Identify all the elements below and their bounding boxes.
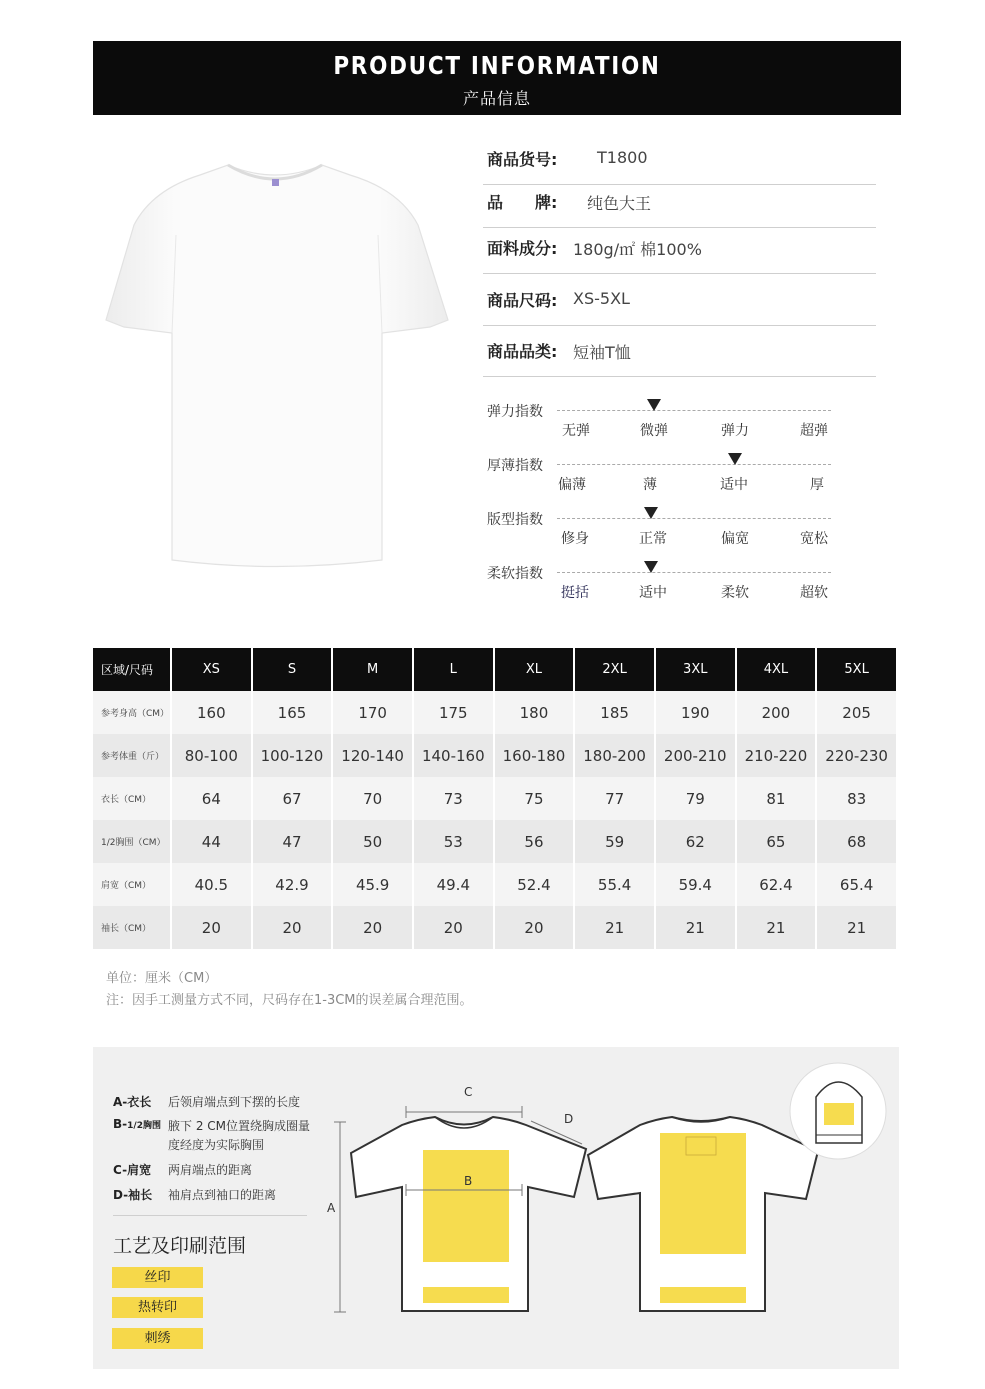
tolerance-note: 注：因手工测量方式不同，尺码存在1-3CM的误差属合理范围。 [106, 993, 473, 1008]
table-header-row [93, 648, 897, 691]
table-header-cell: 区域/尺码 [93, 648, 171, 691]
row-label: 1/2胸围（CM） [93, 820, 171, 863]
table-cell: 64 [171, 777, 252, 820]
neck-print-area [824, 1103, 854, 1125]
table-header-cell: 4XL [736, 648, 817, 691]
info-value: XS-5XL [573, 289, 630, 308]
craft-tag-heat-transfer: 热转印 [112, 1297, 203, 1318]
measure-key-small: 1/2胸围 [127, 1121, 161, 1131]
elasticity-index [483, 401, 863, 451]
front-print-area [423, 1150, 509, 1262]
info-row-fabric [483, 222, 876, 274]
table-row [93, 734, 897, 777]
label-a: A [327, 1201, 336, 1215]
index-label: 版型指数 [487, 512, 543, 528]
table-cell: 59 [574, 820, 655, 863]
table-cell: 190 [655, 691, 736, 734]
index-track [557, 410, 831, 411]
unit-note: 单位：厘米（CM） [106, 971, 218, 986]
thickness-index [483, 455, 863, 505]
table-header-cell: S [252, 648, 333, 691]
info-label: 品 牌: [487, 193, 558, 212]
fit-index [483, 509, 863, 559]
measure-desc: 后领肩端点到下摆的长度 [168, 1095, 301, 1109]
table-cell: 100-120 [252, 734, 333, 777]
table-cell: 56 [494, 820, 575, 863]
header-title: PRODUCT INFORMATION [333, 51, 661, 80]
table-cell: 80-100 [171, 734, 252, 777]
table-cell: 75 [494, 777, 575, 820]
table-cell: 120-140 [332, 734, 413, 777]
index-option: 偏薄 [558, 477, 586, 493]
table-cell: 67 [252, 777, 333, 820]
index-track [557, 464, 831, 465]
back-print-area [660, 1133, 746, 1254]
index-marker-icon [644, 507, 658, 519]
table-cell: 59.4 [655, 863, 736, 906]
row-label: 参考身高（CM） [93, 691, 171, 734]
craft-tag-silkscreen: 丝印 [112, 1267, 203, 1288]
table-header-cell: L [413, 648, 494, 691]
dimension-a [334, 1122, 346, 1312]
label-b: B [464, 1174, 473, 1188]
row-label: 肩宽（CM） [93, 863, 171, 906]
index-option: 修身 [561, 531, 589, 547]
table-row [93, 820, 897, 863]
table-cell: 42.9 [252, 863, 333, 906]
index-option: 超弹 [800, 423, 828, 439]
index-label: 柔软指数 [487, 566, 543, 582]
measure-key: C-肩宽 [113, 1163, 152, 1177]
back-shirt-outline [588, 1117, 818, 1311]
label-c: C [464, 1085, 473, 1099]
craft-tag-embroidery: 刺绣 [112, 1328, 203, 1349]
index-option: 无弹 [562, 423, 590, 439]
table-cell: 55.4 [574, 863, 655, 906]
table-cell: 160-180 [494, 734, 575, 777]
table-cell: 83 [816, 777, 897, 820]
table-cell: 79 [655, 777, 736, 820]
table-header-cell: M [332, 648, 413, 691]
panel-divider [113, 1215, 307, 1216]
table-cell: 62.4 [736, 863, 817, 906]
info-label: 商品尺码: [487, 291, 558, 310]
info-value: 纯色大王 [587, 194, 652, 213]
table-cell: 20 [171, 906, 252, 949]
table-row [93, 863, 897, 906]
table-cell: 65 [736, 820, 817, 863]
table-cell: 44 [171, 820, 252, 863]
measure-key [113, 1117, 161, 1131]
table-header-cell: 5XL [816, 648, 897, 691]
table-cell: 50 [332, 820, 413, 863]
table-cell: 185 [574, 691, 655, 734]
measure-key: D-袖长 [113, 1188, 153, 1202]
label-d: D [564, 1112, 574, 1126]
row-label: 参考体重（斤） [93, 734, 171, 777]
info-label: 商品货号: [487, 150, 558, 169]
index-option: 薄 [643, 477, 657, 493]
index-option: 偏宽 [721, 531, 749, 547]
table-cell: 160 [171, 691, 252, 734]
table-cell: 20 [494, 906, 575, 949]
info-row-category [483, 325, 876, 377]
front-shirt-outline [351, 1117, 586, 1311]
index-option: 超软 [800, 585, 828, 601]
index-marker-icon [728, 453, 742, 465]
measure-desc: 腋下 2 CM位置绕胸成圈量度经度为实际胸围 [168, 1119, 310, 1152]
table-cell: 21 [655, 906, 736, 949]
back-hem-print-area [660, 1287, 746, 1303]
table-row [93, 777, 897, 820]
index-option: 宽松 [800, 531, 828, 547]
index-marker-icon [644, 561, 658, 573]
table-cell: 20 [332, 906, 413, 949]
table-cell: 65.4 [816, 863, 897, 906]
table-cell: 170 [332, 691, 413, 734]
index-option: 适中 [639, 585, 667, 601]
table-header-cell: 2XL [574, 648, 655, 691]
table-cell: 180 [494, 691, 575, 734]
table-cell: 73 [413, 777, 494, 820]
table-cell: 68 [816, 820, 897, 863]
table-cell: 140-160 [413, 734, 494, 777]
table-header-cell: XL [494, 648, 575, 691]
header-banner [93, 41, 901, 115]
table-cell: 20 [413, 906, 494, 949]
info-value: 短袖T恤 [573, 343, 631, 362]
index-label: 弹力指数 [487, 404, 543, 420]
index-option: 微弹 [640, 423, 668, 439]
table-cell: 20 [252, 906, 333, 949]
index-option: 弹力 [721, 423, 749, 439]
table-header-cell: XS [171, 648, 252, 691]
dimension-c [406, 1106, 522, 1118]
table-cell: 40.5 [171, 863, 252, 906]
table-cell: 70 [332, 777, 413, 820]
index-label: 厚薄指数 [487, 458, 543, 474]
info-row-size [483, 274, 876, 326]
table-cell: 165 [252, 691, 333, 734]
table-cell: 21 [574, 906, 655, 949]
table-cell: 21 [736, 906, 817, 949]
index-option: 挺括 [561, 585, 589, 601]
size-table [93, 648, 898, 949]
measure-key-main: B- [113, 1117, 128, 1131]
table-cell: 53 [413, 820, 494, 863]
index-option: 正常 [639, 531, 667, 547]
table-row [93, 906, 897, 949]
index-track [557, 572, 831, 573]
info-label: 商品品类: [487, 342, 558, 361]
measure-desc: 袖肩点到袖口的距离 [168, 1188, 277, 1202]
neck-label-detail [790, 1063, 886, 1159]
table-cell: 175 [413, 691, 494, 734]
table-cell: 81 [736, 777, 817, 820]
product-image [100, 155, 450, 575]
table-cell: 45.9 [332, 863, 413, 906]
table-cell: 77 [574, 777, 655, 820]
table-header-cell: 3XL [655, 648, 736, 691]
table-cell: 21 [816, 906, 897, 949]
measurement-diagram [318, 1047, 899, 1369]
softness-index [483, 563, 863, 613]
info-value: T1800 [597, 148, 648, 167]
measurement-panel [93, 1047, 899, 1369]
table-cell: 205 [816, 691, 897, 734]
index-track [557, 518, 831, 519]
index-option: 柔软 [721, 585, 749, 601]
info-row-brand [483, 176, 876, 228]
index-option: 厚 [810, 477, 824, 493]
index-option: 适中 [720, 477, 748, 493]
table-cell: 52.4 [494, 863, 575, 906]
header-subtitle: 产品信息 [462, 89, 531, 108]
table-cell: 210-220 [736, 734, 817, 777]
neck-label-icon [272, 179, 279, 186]
table-cell: 220-230 [816, 734, 897, 777]
table-cell: 47 [252, 820, 333, 863]
row-label: 衣长（CM） [93, 777, 171, 820]
craft-title: 工艺及印刷范围 [113, 1235, 247, 1257]
table-cell: 180-200 [574, 734, 655, 777]
table-row [93, 691, 897, 734]
measure-desc: 两肩端点的距离 [168, 1163, 253, 1177]
table-cell: 49.4 [413, 863, 494, 906]
info-label: 面料成分: [487, 239, 558, 258]
front-hem-print-area [423, 1287, 509, 1303]
info-value: 180g/㎡ 棉100% [573, 240, 702, 259]
row-label: 袖长（CM） [93, 906, 171, 949]
measure-key: A-衣长 [113, 1095, 152, 1109]
table-cell: 200-210 [655, 734, 736, 777]
table-cell: 62 [655, 820, 736, 863]
index-marker-icon [647, 399, 661, 411]
table-cell: 200 [736, 691, 817, 734]
